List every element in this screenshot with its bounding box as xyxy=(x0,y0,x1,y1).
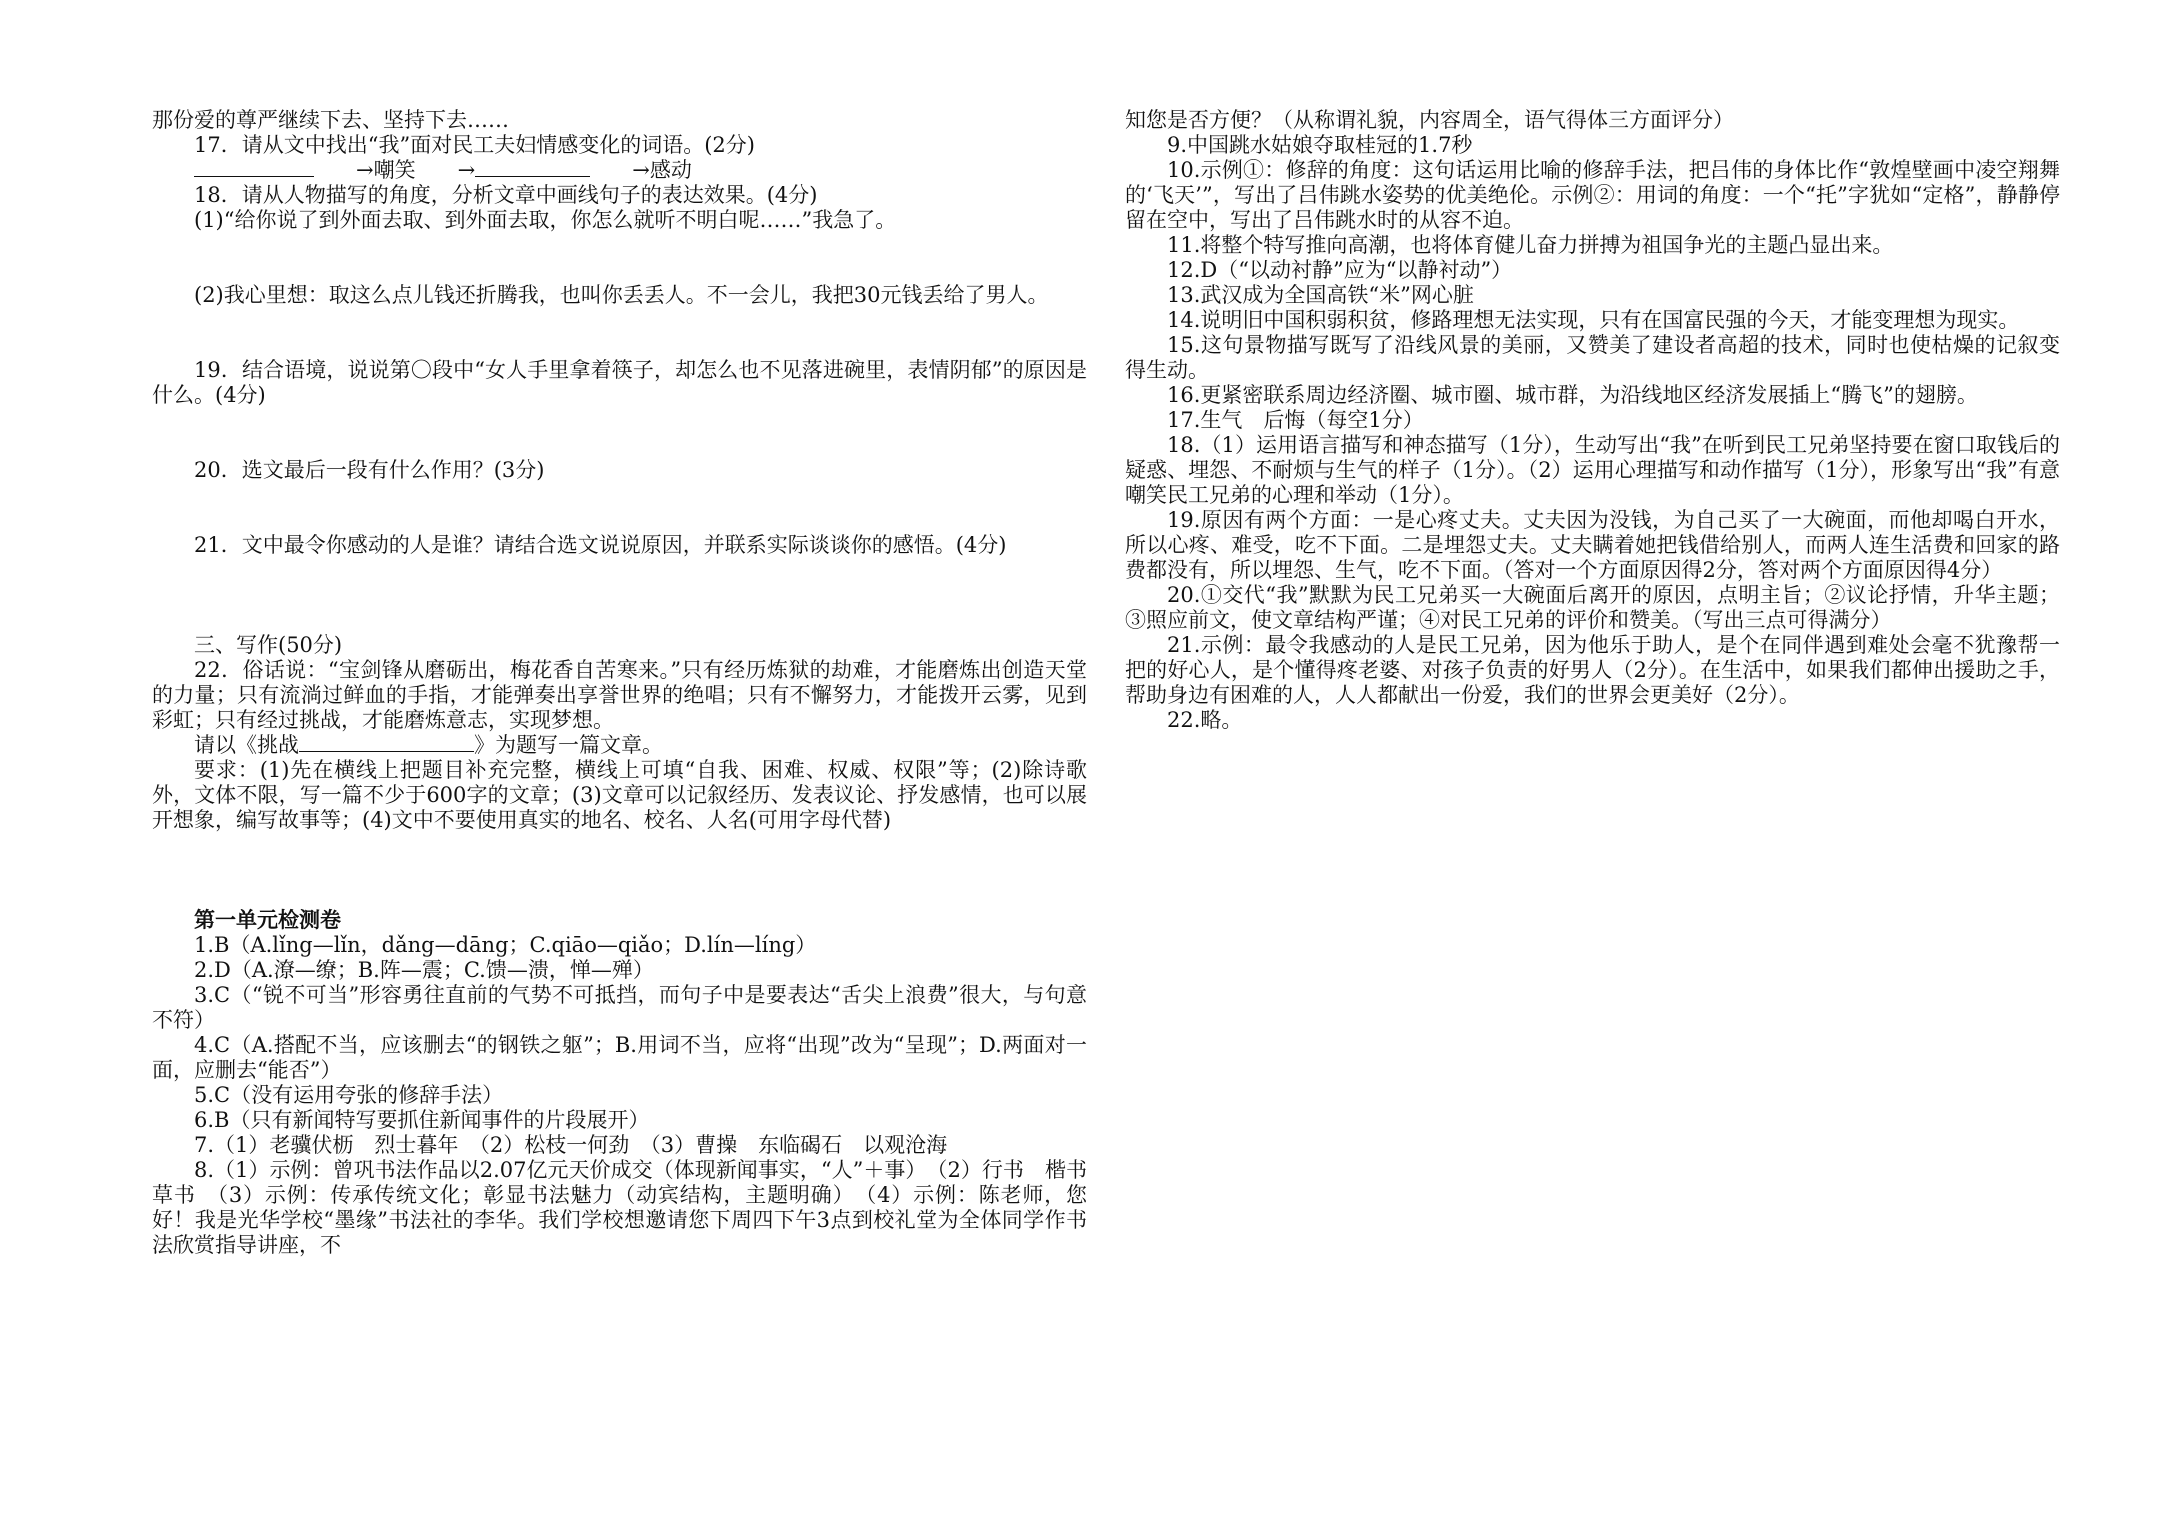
answer-20: 20.①交代“我”默默为民工兄弟买一大碗面后离开的原因，点明主旨；②议论抒情，升华主题；③照应前文，使文章结构严谨；④对民工兄弟的评价和赞美。（写出三点可得满分） xyxy=(1125,583,2060,632)
unit-title: 第一单元检测卷 xyxy=(194,908,341,932)
answer-12: 12.D（“以动衬静”应为“以静衬动”） xyxy=(1167,258,1513,282)
answer-1: 1.B（A.lǐng—lǐn，dǎng—dāng；C.qiāo—qiǎo；D.lín—líng） xyxy=(194,933,817,957)
title-blank xyxy=(299,733,474,752)
question-22-requirements: 要求：(1)先在横线上把题目补充完整，横线上可填“自我、困难、权威、权限”等；(2)除诗歌外，文体不限，写一篇不少于600字的文章；(3)文章可以记叙经历、发表议论、抒发感情，也可以展开想象，编写故事等；(4)文中不要使用真实的地名、校名、人名(可用字母代替) xyxy=(152,758,1087,832)
question-18-sentence-1: (1)“给你说了到外面去取、到外面去取，你怎么就听不明白呢……”我急了。 xyxy=(194,208,897,232)
question-22: 22．俗话说：“宝剑锋从磨砺出，梅花香自苦寒来。”只有经历炼狱的劫难，才能磨炼出创造天堂的力量；只有流淌过鲜血的手指，才能弹奏出享誉世界的绝唱；只有不懈努力，才能拨开云雾，见到彩虹；只有经过挑战，才能磨炼意志，实现梦想。 xyxy=(152,658,1087,732)
answer-7: 7.（1）老骥伏枥 烈士暮年 （2）松枝一何劲 （3）曹操 东临碣石 以观沧海 xyxy=(194,1133,948,1157)
answer-blank xyxy=(475,158,590,177)
answer-8: 8.（1）示例：曾巩书法作品以2.07亿元天价成交（体现新闻事实，“人”＋事） （2）行书 楷书 草书 （3）示例：传承传统文化；彰显书法魅力（动宾结构，主题明确） （4）示例：陈老师，您好！我是光华学校“墨缘”书法社的李华。我们学校想邀请您下周四下午3点到校礼堂为全体同学作书法欣赏指导讲座，不 xyxy=(152,1158,1108,1257)
right-column xyxy=(1125,108,2060,733)
text-line: 知您是否方便？（从称谓礼貌，内容周全，语气得体三方面评分） xyxy=(1125,108,1734,132)
arrow-icon: → xyxy=(356,158,374,182)
answer-16: 16.更紧密联系周边经济圈、城市圈、城市群，为沿线地区经济发展插上“腾飞”的翅膀。 xyxy=(1167,383,1978,407)
question-19: 19．结合语境，说说第〇段中“女人手里拿着筷子，却怎么也不见落进碗里，表情阴郁”的原因是什么。(4分) xyxy=(152,358,1087,407)
question-22-prompt: 请以《挑战 》为题写一篇文章。 xyxy=(194,733,663,757)
question-18: 18．请从人物描写的角度，分析文章中画线句子的表达效果。(4分) xyxy=(194,183,818,207)
answer-22: 22.略。 xyxy=(1167,708,1243,732)
blank-word: 嘲笑 xyxy=(373,158,416,182)
answer-18: 18.（1）运用语言描写和神态描写（1分），生动写出“我”在听到民工兄弟坚持要在窗口取钱后的疑惑、埋怨、不耐烦与生气的样子（1分）。（2）运用心理描写和动作描写（1分），形象写出“我”有意嘲笑民工兄弟的心理和举动（1分）。 xyxy=(1125,433,2060,507)
blank-word: 感动 xyxy=(649,158,692,182)
answer-2: 2.D（A.潦—缭；B.阵—震；C.馈—溃，惮—殚） xyxy=(194,958,654,982)
answer-6: 6.B（只有新闻特写要抓住新闻事件的片段展开） xyxy=(194,1108,650,1132)
answer-3: 3.C（“锐不可当”形容勇往直前的气势不可抵挡，而句子中是要表达“舌尖上浪费”很大，与句意不符） xyxy=(152,983,1087,1032)
answer-17: 17.生气 后悔（每空1分） xyxy=(1167,408,1424,432)
question-18-sentence-2: (2)我心里想：取这么点儿钱还折腾我，也叫你丢丢人。不一会儿，我把30元钱丢给了男人。 xyxy=(194,283,1049,307)
question-17: 17．请从文中找出“我”面对民工夫妇情感变化的词语。(2分) xyxy=(194,133,755,157)
text-line: 那份爱的尊严继续下去、坚持下去…… xyxy=(152,108,509,132)
question-20: 20．选文最后一段有什么作用？(3分) xyxy=(194,458,545,482)
question-21: 21．文中最令你感动的人是谁？请结合选文说说原因，并联系实际谈谈你的感悟。(4分) xyxy=(194,533,1007,557)
answer-blank xyxy=(194,158,314,177)
answer-14: 14.说明旧中国积弱积贫，修路理想无法实现，只有在国富民强的今天，才能变理想为现实。 xyxy=(1167,308,2020,332)
arrow-icon: → xyxy=(632,158,650,182)
answer-19: 19.原因有两个方面：一是心疼丈夫。丈夫因为没钱，为自己买了一大碗面，而他却喝白开水，所以心疼、难受，吃不下面。二是埋怨丈夫。丈夫瞒着她把钱借给别人，而两人连生活费和回家的路费都没有，所以埋怨、生气，吃不下面。（答对一个方面原因得2分，答对两个方面原因得4分） xyxy=(1125,508,2060,582)
answer-10: 10.示例①：修辞的角度：这句话运用比喻的修辞手法，把吕伟的身体比作“敦煌壁画中凌空翔舞的‘飞天’”，写出了吕伟跳水姿势的优美绝伦。示例②：用词的角度：一个“托”字犹如“定格”，静静停留在空中，写出了吕伟跳水时的从容不迫。 xyxy=(1125,158,2060,232)
arrow-icon: → xyxy=(457,158,476,182)
answer-11: 11.将整个特写推向高潮，也将体育健儿奋力拼搏为祖国争光的主题凸显出来。 xyxy=(1167,233,1894,257)
answer-21: 21.示例：最令我感动的人是民工兄弟，因为他乐于助人，是个在同伴遇到难处会毫不犹豫帮一把的好心人，是个懂得疼老婆、对孩子负责的好男人（2分）。在生活中，如果我们都伸出援助之手，帮助身边有困难的人，人人都献出一份爱，我们的世界会更美好（2分）。 xyxy=(1125,633,2060,707)
section-writing-heading: 三、写作(50分) xyxy=(194,633,343,657)
left-column xyxy=(152,108,1108,1258)
question-17-blanks xyxy=(152,158,1087,183)
answer-15: 15.这句景物描写既写了沿线风景的美丽，又赞美了建设者高超的技术，同时也使枯燥的记叙变得生动。 xyxy=(1125,333,2060,382)
answer-9: 9.中国跳水姑娘夺取桂冠的1.7秒 xyxy=(1167,133,1473,157)
answer-13: 13.武汉成为全国高铁“米”网心脏 xyxy=(1167,283,1474,307)
answer-4: 4.C（A.搭配不当，应该删去“的钢铁之躯”；B.用词不当，应将“出现”改为“呈现”；D.两面对一面，应删去“能否”） xyxy=(152,1033,1087,1082)
answer-5: 5.C（没有运用夸张的修辞手法） xyxy=(194,1083,504,1107)
